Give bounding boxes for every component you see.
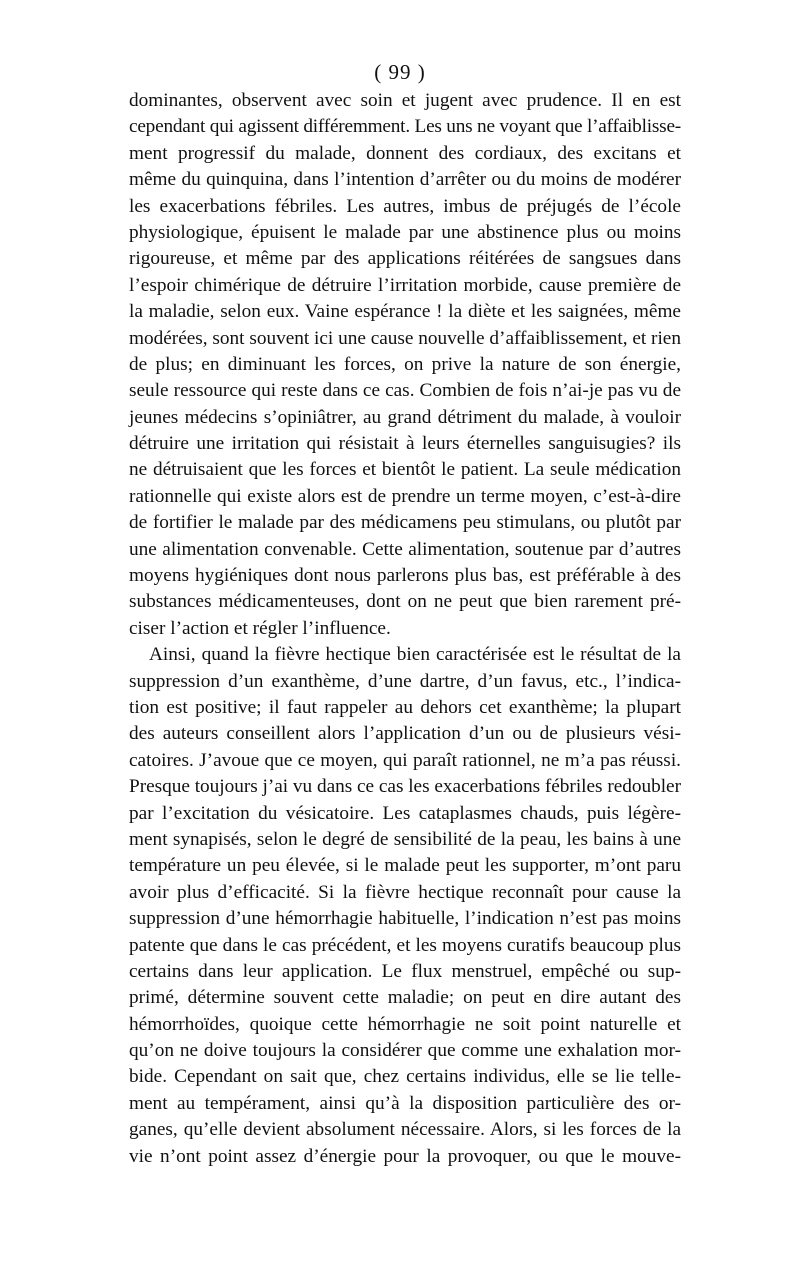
text-line: de fortifier le malade par des médicamens peu stimulans, ou plutôt par bbox=[129, 512, 681, 534]
text-line: hémorrhoïdes, quoique cette hémorrhagie ne soit point naturelle et bbox=[129, 1013, 681, 1035]
text-line: Presque toujours j’ai vu dans ce cas les exacerbations fébriles redoubler bbox=[129, 776, 681, 798]
text-line: une alimentation convenable. Cette alimentation, soutenue par d’autres bbox=[129, 538, 681, 560]
text-line: Ainsi, quand la fièvre hectique bien caractérisée est le résultat de la bbox=[149, 644, 681, 666]
text-line: cependant qui agissent différemment. Les uns ne voyant que l’affaiblisse- bbox=[129, 116, 681, 138]
text-line: avoir plus d’efficacité. Si la fièvre hectique reconnaît pour cause la bbox=[129, 881, 681, 903]
text-line: la maladie, selon eux. Vaine espérance ! la diète et les saignées, même bbox=[129, 301, 681, 323]
text-line: ment au tempérament, ainsi qu’à la disposition particulière des or- bbox=[129, 1092, 681, 1114]
text-line: dominantes, observent avec soin et jugent avec prudence. Il en est bbox=[129, 90, 681, 111]
text-line: ment progressif du malade, donnent des cordiaux, des excitans et bbox=[129, 142, 681, 164]
text-line: vie n’ont point assez d’énergie pour la provoquer, ou que le mouve- bbox=[129, 1145, 681, 1167]
text-line: rationnelle qui existe alors est de prendre un terme moyen, c’est-à-dire bbox=[129, 485, 681, 507]
text-line: primé, détermine souvent cette maladie; on peut en dire autant des bbox=[129, 987, 681, 1009]
text-line: ganes, qu’elle devient absolument nécessaire. Alors, si les forces de la bbox=[129, 1119, 681, 1141]
text-line: jeunes médecins s’opiniâtrer, au grand détriment du malade, à vouloir bbox=[129, 406, 681, 428]
text-line: substances médicamenteuses, dont on ne peut que bien rarement pré- bbox=[129, 591, 681, 613]
text-line: l’espoir chimérique de détruire l’irritation morbide, cause première de bbox=[129, 274, 681, 296]
text-line: détruire une irritation qui résistait à leurs éternelles sanguisugies? ils bbox=[129, 433, 681, 455]
text-line: ciser l’action et régler l’influence. bbox=[129, 617, 391, 639]
text-line: modérées, sont souvent ici une cause nouvelle d’affaiblissement, et rien bbox=[129, 327, 681, 349]
text-line: moyens hygiéniques dont nous parlerons plus bas, est préférable à des bbox=[129, 565, 681, 587]
text-line: rigoureuse, et même par des applications réitérées de sangsues dans bbox=[129, 248, 681, 270]
body-text bbox=[129, 88, 681, 1170]
text-line: température un peu élevée, si le malade peut les supporter, m’ont paru bbox=[129, 855, 681, 877]
text-line: même du quinquina, dans l’intention d’arrêter ou du moins de modérer bbox=[129, 169, 681, 191]
text-line: des auteurs conseillent alors l’application d’un ou de plusieurs vési- bbox=[129, 723, 681, 745]
text-line: qu’on ne doive toujours la considérer que comme une exhalation mor- bbox=[129, 1040, 681, 1062]
text-line: suppression d’un exanthème, d’une dartre, d’un favus, etc., l’indica- bbox=[129, 670, 681, 692]
text-line: patente que dans le cas précédent, et les moyens curatifs beaucoup plus bbox=[129, 934, 681, 956]
text-line: par l’excitation du vésicatoire. Les cataplasmes chauds, puis légère- bbox=[129, 802, 681, 824]
text-line: ne détruisaient que les forces et bientôt le patient. La seule médication bbox=[129, 459, 681, 481]
text-line: certains dans leur application. Le flux menstruel, empêché ou sup- bbox=[129, 960, 681, 982]
text-line: catoires. J’avoue que ce moyen, qui paraît rationnel, ne m’a pas réussi. bbox=[129, 749, 681, 771]
text-line: physiologique, épuisent le malade par une abstinence plus ou moins bbox=[129, 221, 681, 243]
text-line: tion est positive; il faut rappeler au dehors cet exanthème; la plupart bbox=[129, 696, 681, 718]
text-line: les exacerbations fébriles. Les autres, imbus de préjugés de l’école bbox=[129, 195, 681, 217]
page-number: ( 99 ) bbox=[374, 60, 426, 84]
text-line: ment synapisés, selon le degré de sensibilité de la peau, les bains à une bbox=[129, 828, 681, 850]
text-line: suppression d’une hémorrhagie habituelle, l’indication n’est pas moins bbox=[129, 908, 681, 930]
text-line: de plus; en diminuant les forces, on prive la nature de son énergie, bbox=[129, 353, 681, 375]
text-line: seule ressource qui reste dans ce cas. Combien de fois n’ai-je pas vu de bbox=[129, 380, 681, 402]
text-line: bide. Cependant on sait que, chez certains individus, elle se lie telle- bbox=[129, 1066, 681, 1088]
